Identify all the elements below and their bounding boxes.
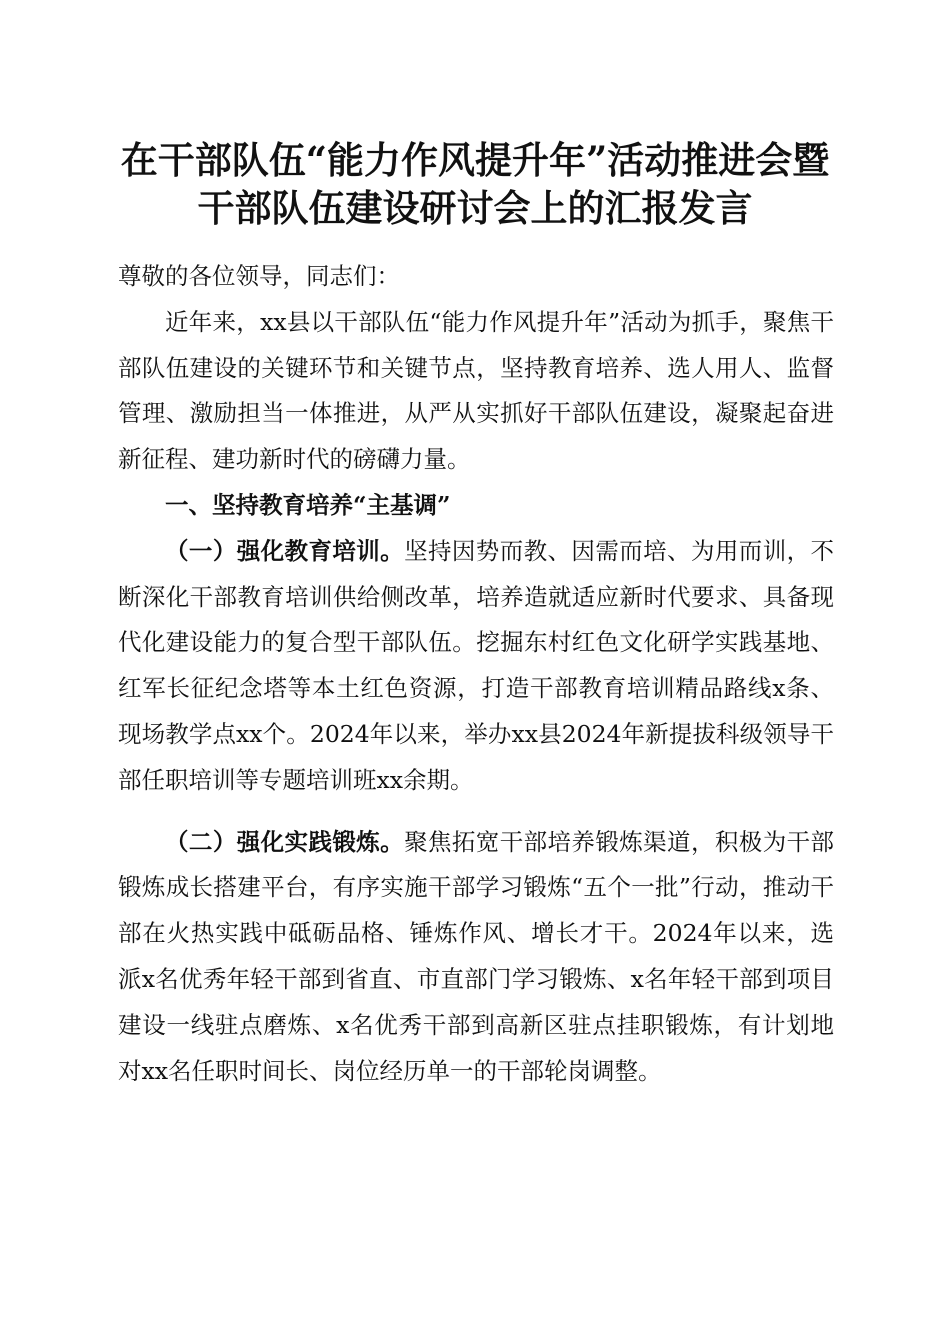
intro-paragraph: 近年来，xx县以干部队伍“能力作风提升年”活动为抓手，聚焦干部队伍建设的关键环节和关键节点，坚持教育培养、选人用人、监督管理、激励担当一体推进，从严从实抓好干部队伍建设，凝聚起奋进新征程、建功新时代的磅礴力量。 <box>118 307 834 474</box>
document-title-line-2: 干部队伍建设研讨会上的汇报发言 <box>197 186 753 230</box>
item-1-lead: （一）强化教育培训。 <box>165 536 405 565</box>
salutation: 尊敬的各位领导，同志们： <box>118 262 400 290</box>
item-2-text: 聚焦拓宽干部培养锻炼渠道，积极为干部锻炼成长搭建平台，有序实施干部学习锻炼“五个一批”行动，推动干部在火热实践中砥砺品格、锤炼作风、增长才干。2024年以来，选派x名优秀年轻干部到省直、市直部门学习锻炼、x名年轻干部到项目建设一线驻点磨炼、x名优秀干部到高新区驻点挂职锻炼，有计划地对xx名任职时间长、岗位经历单一的干部轮岗调整。 <box>118 827 835 1085</box>
document-title-line-1: 在干部队伍“能力作风提升年”活动推进会暨 <box>120 138 830 182</box>
section-1-item-2 <box>118 820 834 1095</box>
document-body <box>118 254 834 1094</box>
section-1-item-1 <box>118 529 834 804</box>
item-2-lead: （二）强化实践锻炼。 <box>165 827 405 856</box>
paragraph-gap <box>118 804 834 820</box>
section-heading-1: 一、坚持教育培养“主基调” <box>165 490 451 519</box>
item-1-text: 坚持因势而教、因需而培、为用而训，不断深化干部教育培训供给侧改革，培养造就适应新时代要求、具备现代化建设能力的复合型干部队伍。挖掘东村红色文化研学实践基地、红军长征纪念塔等本土红色资源，打造干部教育培训精品路线x条、现场教学点xx个。2024年以来，举办xx县2024年新提拔科级领导干部任职培训等专题培训班xx余期。 <box>118 536 835 794</box>
